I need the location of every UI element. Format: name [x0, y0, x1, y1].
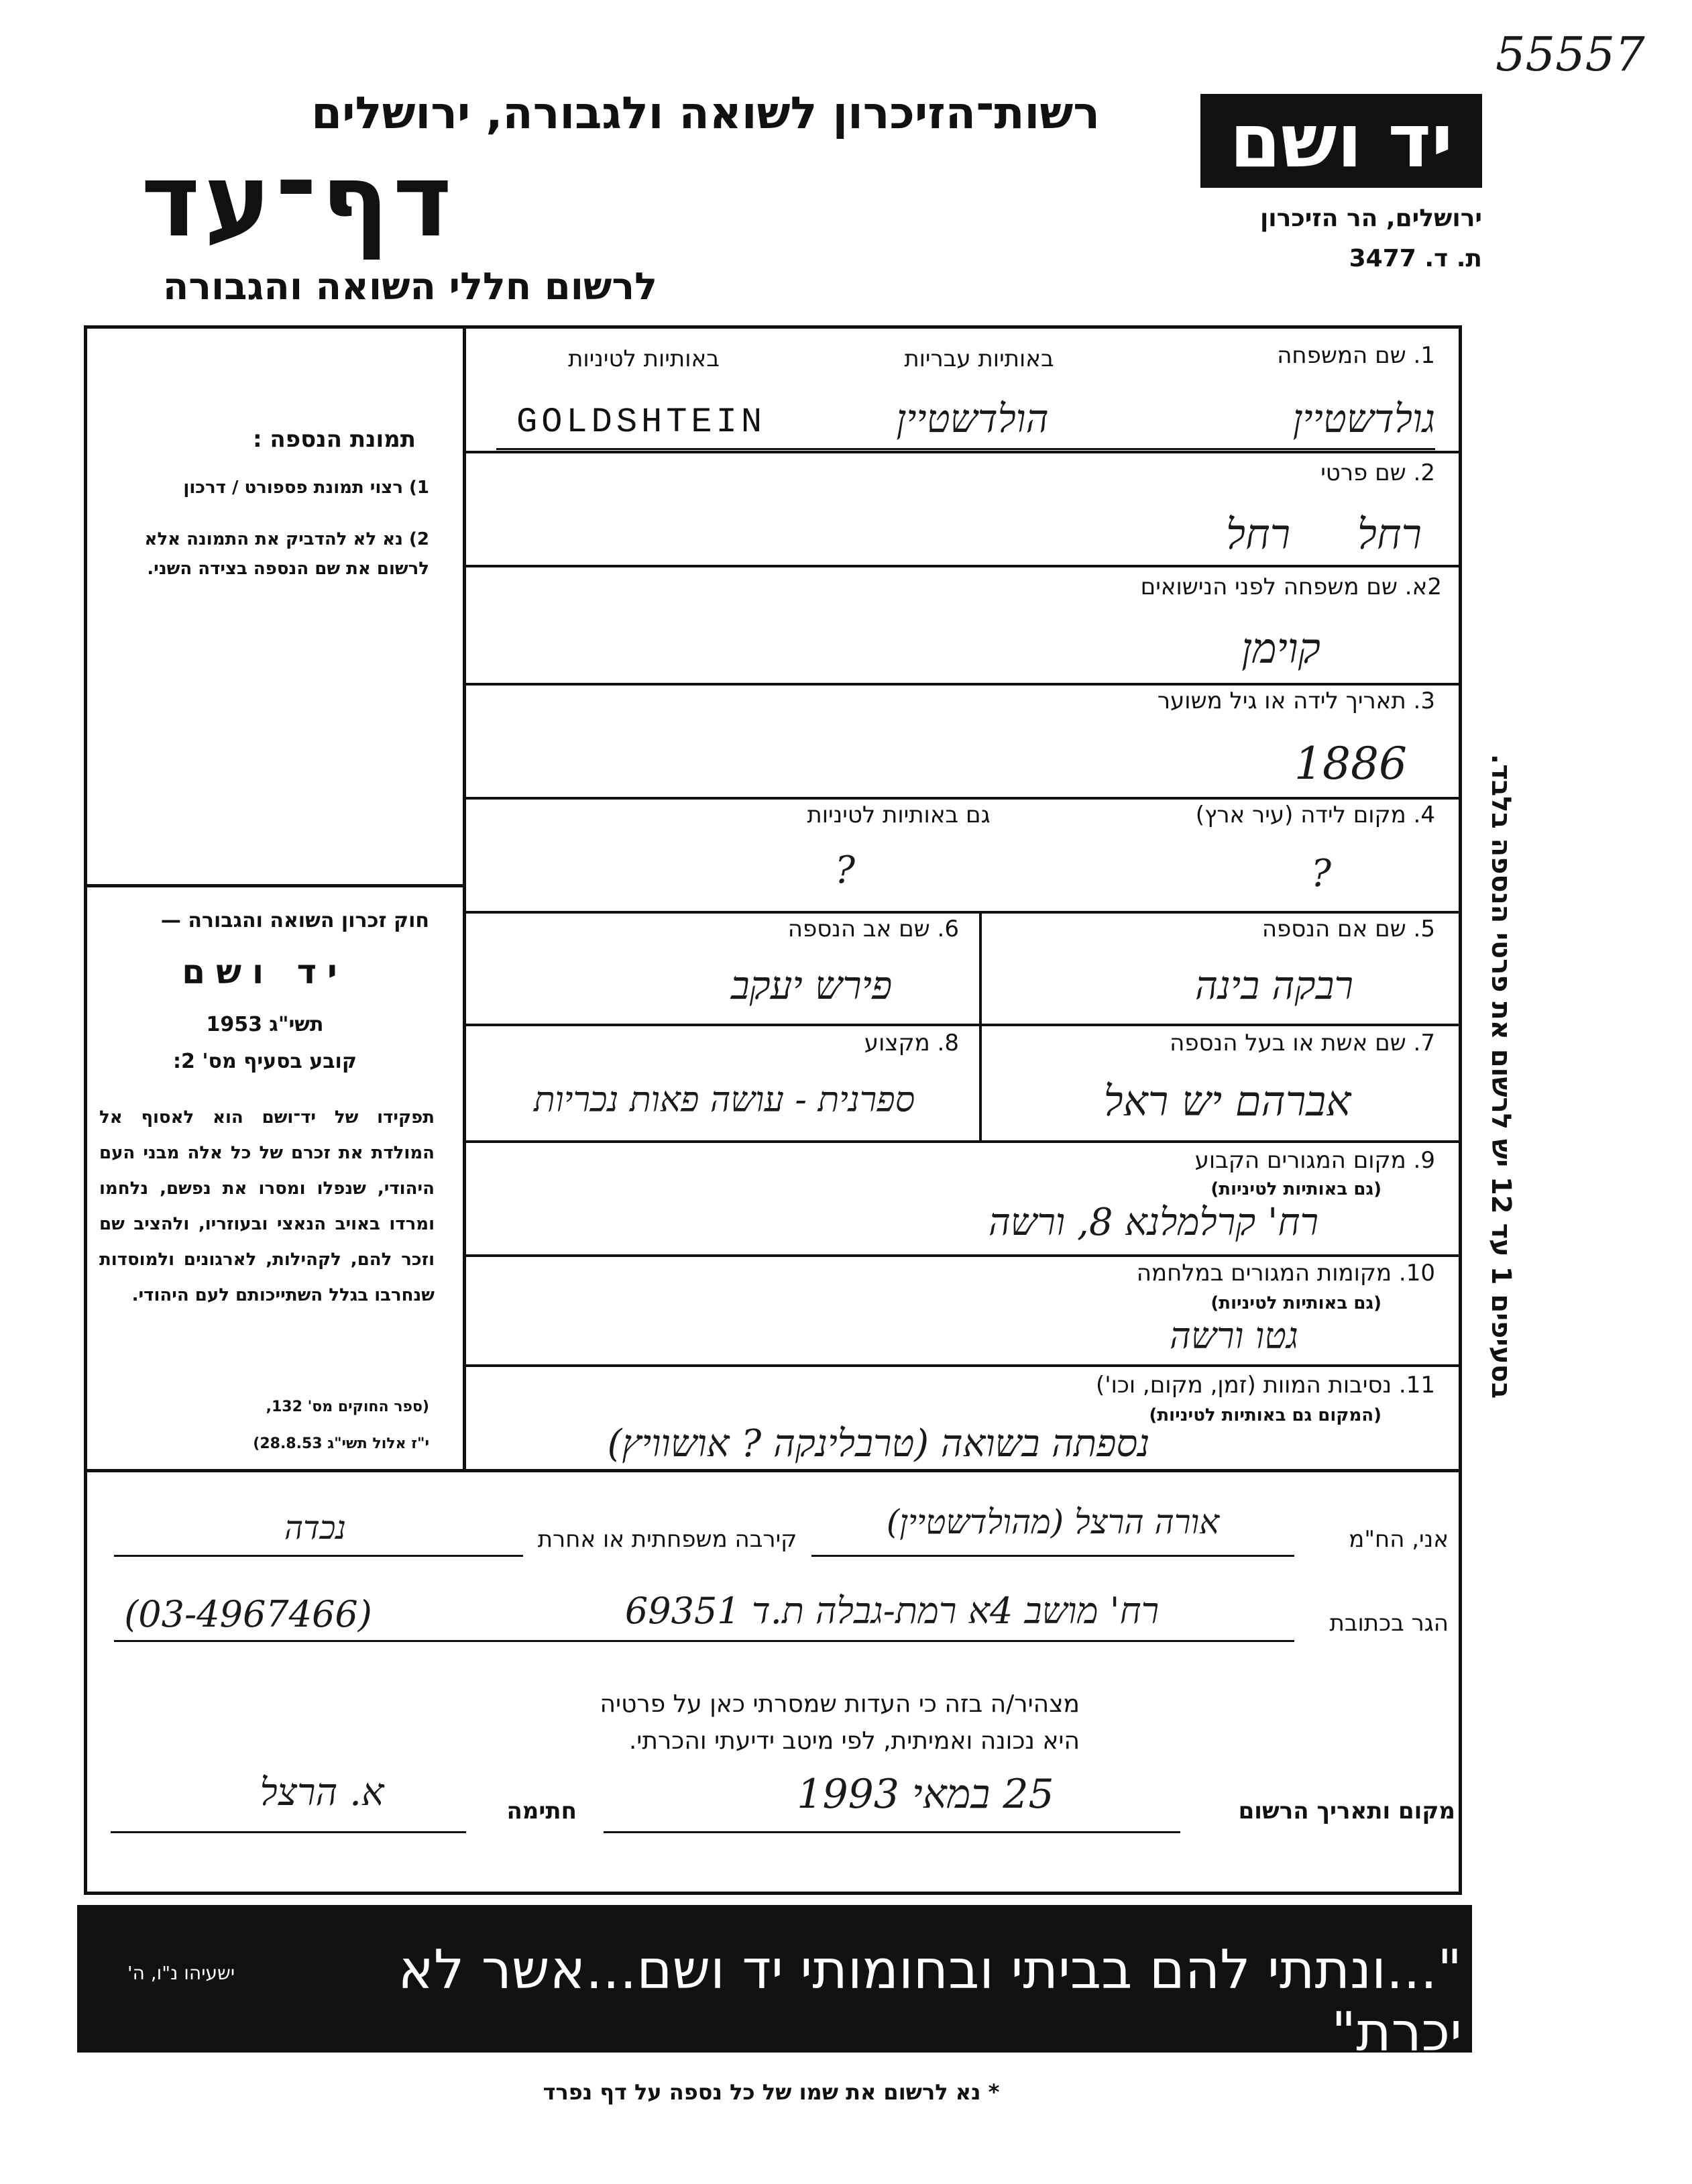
row-sep-11: [463, 1364, 1462, 1367]
phone-value[interactable]: (03-4967466): [124, 1593, 372, 1635]
field-11-label: 11. נסיבות המוות (זמן, מקום, וכו'): [1095, 1372, 1435, 1399]
field-8-label: 8. מקצוע: [864, 1030, 959, 1056]
yad-vashem-logo: יד ושם: [1200, 94, 1482, 188]
field-7-label: 7. שם אשת או בעל הנספה: [1170, 1030, 1435, 1056]
field-1-underline: [496, 448, 1435, 450]
field-11-sub: (המקום גם באותיות לטיניות): [1149, 1405, 1381, 1425]
place-date-line: [604, 1831, 1180, 1833]
law-title: חוק זכרון השואה והגבורה —: [160, 909, 429, 932]
field-3-label: 3. תאריך לידה או גיל משוער: [1157, 688, 1435, 714]
pobox: ת. ד. 3477: [1349, 245, 1482, 272]
field-1-latin-header: באותיות לטיניות: [568, 345, 720, 372]
form-title: דף־עד: [141, 143, 456, 260]
photo-note-2: 2) נא לא להדביק את התמונה אלא לרשום את שם הנספה בצידה השני.: [144, 529, 429, 579]
declarant-i-label: אני, הח"מ: [1349, 1526, 1449, 1553]
place-date-value[interactable]: 25 במאי 1993: [797, 1771, 1054, 1818]
col-divider-5-8: [979, 911, 982, 1140]
field-7-value[interactable]: אברהם יש ראל: [1103, 1077, 1351, 1126]
signature-label: חתימה: [506, 1798, 577, 1824]
law-year: תשי"ג 1953: [206, 1013, 324, 1036]
place-date-label: מקום ותאריך הרשום: [1238, 1798, 1455, 1824]
left-panel-split: [84, 884, 466, 887]
law-date: י"ז אלול תשי"ג 28.8.53): [253, 1435, 429, 1452]
field-10-value[interactable]: גטו ורשה: [1170, 1315, 1298, 1357]
field-9-label: 9. מקום המגורים הקבוע: [1194, 1147, 1435, 1174]
field-3-value[interactable]: 1886: [1294, 738, 1407, 789]
field-8-value[interactable]: ספרנית - עושה פאות נכריות: [533, 1080, 915, 1120]
field-4-value[interactable]: ?: [1310, 852, 1332, 895]
field-4-value-latin[interactable]: ?: [834, 849, 856, 892]
left-panel-divider: [463, 325, 466, 1472]
photo-title: תמונת הנספה :: [253, 426, 416, 453]
field-2a-value[interactable]: קוימן: [1241, 624, 1320, 673]
declarant-name[interactable]: אורה הרצל (מהולדשטיין): [886, 1503, 1220, 1541]
footer-note: * נא לרשום את שמו של כל נספה על דף נפרד: [543, 2079, 1000, 2105]
side-note: בסעיפים 1 עד 12 יש לרשום את פרטי הנספה בלבד.: [1485, 753, 1516, 1399]
address-value[interactable]: רח' מושב 4א רמת-גבלה ת.ד 69351: [624, 1590, 1160, 1632]
field-1-label: 1. שם המשפחה: [1277, 342, 1435, 369]
field-1-value[interactable]: גולדשטיין: [1292, 396, 1435, 441]
law-text: תפקידו של יד־ושם הוא לאסוף אל המולדת את זכרם של כל אלה מבני העם היהודי, שנפלו ומסרו את נפשם, נלחמו ומרדו באויב הנאצי ובעוזריו, ולהציב שם וזכר להם, לקהילות, לארגונים ולמוסדות שנחרבו בגלל השתייכותם לעם היהודי.: [99, 1107, 435, 1305]
field-2a-label: 2א. שם משפחה לפני הנישואים: [1140, 574, 1442, 600]
declarant-name-line: [811, 1555, 1294, 1557]
document-number: 55557: [1496, 27, 1645, 82]
relation-label: קירבה משפחתית או אחרת: [537, 1526, 797, 1553]
row-sep-2a: [463, 565, 1462, 567]
field-9-sub: (גם באותיות לטיניות): [1210, 1179, 1381, 1199]
field-1-value-hebrew[interactable]: הולדשטיין: [896, 396, 1049, 441]
field-1-value-latin[interactable]: GOLDSHTEIN: [516, 402, 767, 442]
row-sep-3: [463, 683, 1462, 686]
field-5-label: 5. שם אם הנספה: [1261, 916, 1435, 942]
row-sep-9: [463, 1140, 1462, 1143]
statement-line-2: היא נכונה ואמיתית, לפי מיטב ידיעתי והכרתי.: [628, 1727, 1080, 1755]
quote-source: ישעיהו נ"ו, ה': [127, 1962, 235, 1984]
field-2-value[interactable]: רחל רחל: [1225, 510, 1422, 559]
row-sep-2: [463, 451, 1462, 453]
law-name: יד ושם: [182, 952, 348, 991]
row-sep-5: [463, 911, 1462, 914]
relation-line: [114, 1555, 523, 1557]
field-10-sub: (גם באותיות לטיניות): [1210, 1293, 1381, 1313]
form-subtitle: לרשום חללי השואה והגבורה: [162, 265, 657, 309]
authority-name: רשות־הזיכרון לשואה ולגבורה, ירושלים: [311, 87, 1100, 139]
field-9-value[interactable]: רח' קרלמלנא 8, ורשה: [988, 1201, 1319, 1244]
photo-note-1: 1) רצוי תמונת פספורט / דרכון: [183, 478, 429, 498]
field-10-label: 10. מקומות המגורים במלחמה: [1136, 1260, 1435, 1287]
field-6-value[interactable]: פירש יעקב: [730, 963, 893, 1008]
law-source: (ספר החוקים מס' 132,: [266, 1399, 429, 1415]
field-4-latin-header: גם באותיות לטיניות: [807, 802, 991, 828]
field-6-label: 6. שם אב הנספה: [787, 916, 959, 942]
signature-value[interactable]: א. הרצל: [260, 1771, 384, 1814]
signature-line: [111, 1831, 466, 1833]
row-sep-7: [463, 1024, 1462, 1026]
quote-text: "...ונתתי להם בביתי ובחומותי יד ושם...אשר לא יכרת": [398, 1939, 1462, 2063]
field-2-label: 2. שם פרטי: [1320, 459, 1435, 486]
law-clause: קובע בסעיף מס' 2:: [173, 1050, 357, 1073]
field-4-label: 4. מקום לידה (עיר ארץ): [1195, 802, 1435, 828]
address-line: ירושלים, הר הזיכרון: [1259, 205, 1482, 232]
row-sep-4: [463, 797, 1462, 800]
relation-value[interactable]: נכדה: [284, 1509, 346, 1547]
statement-line-1: מצהיר/ה בזה כי העדות שמסרתי כאן על פרטיה: [600, 1690, 1080, 1718]
field-11-value[interactable]: נספתה בשואה (טרבלינקה ? אושוויץ): [607, 1422, 1150, 1466]
row-sep-10: [463, 1254, 1462, 1257]
address-label: הגר בכתובת: [1329, 1610, 1449, 1637]
field-5-value[interactable]: רבקה בינה: [1195, 963, 1353, 1008]
address-line: [114, 1640, 1294, 1642]
field-1-hebrew-header: באותיות עבריות: [904, 345, 1054, 372]
